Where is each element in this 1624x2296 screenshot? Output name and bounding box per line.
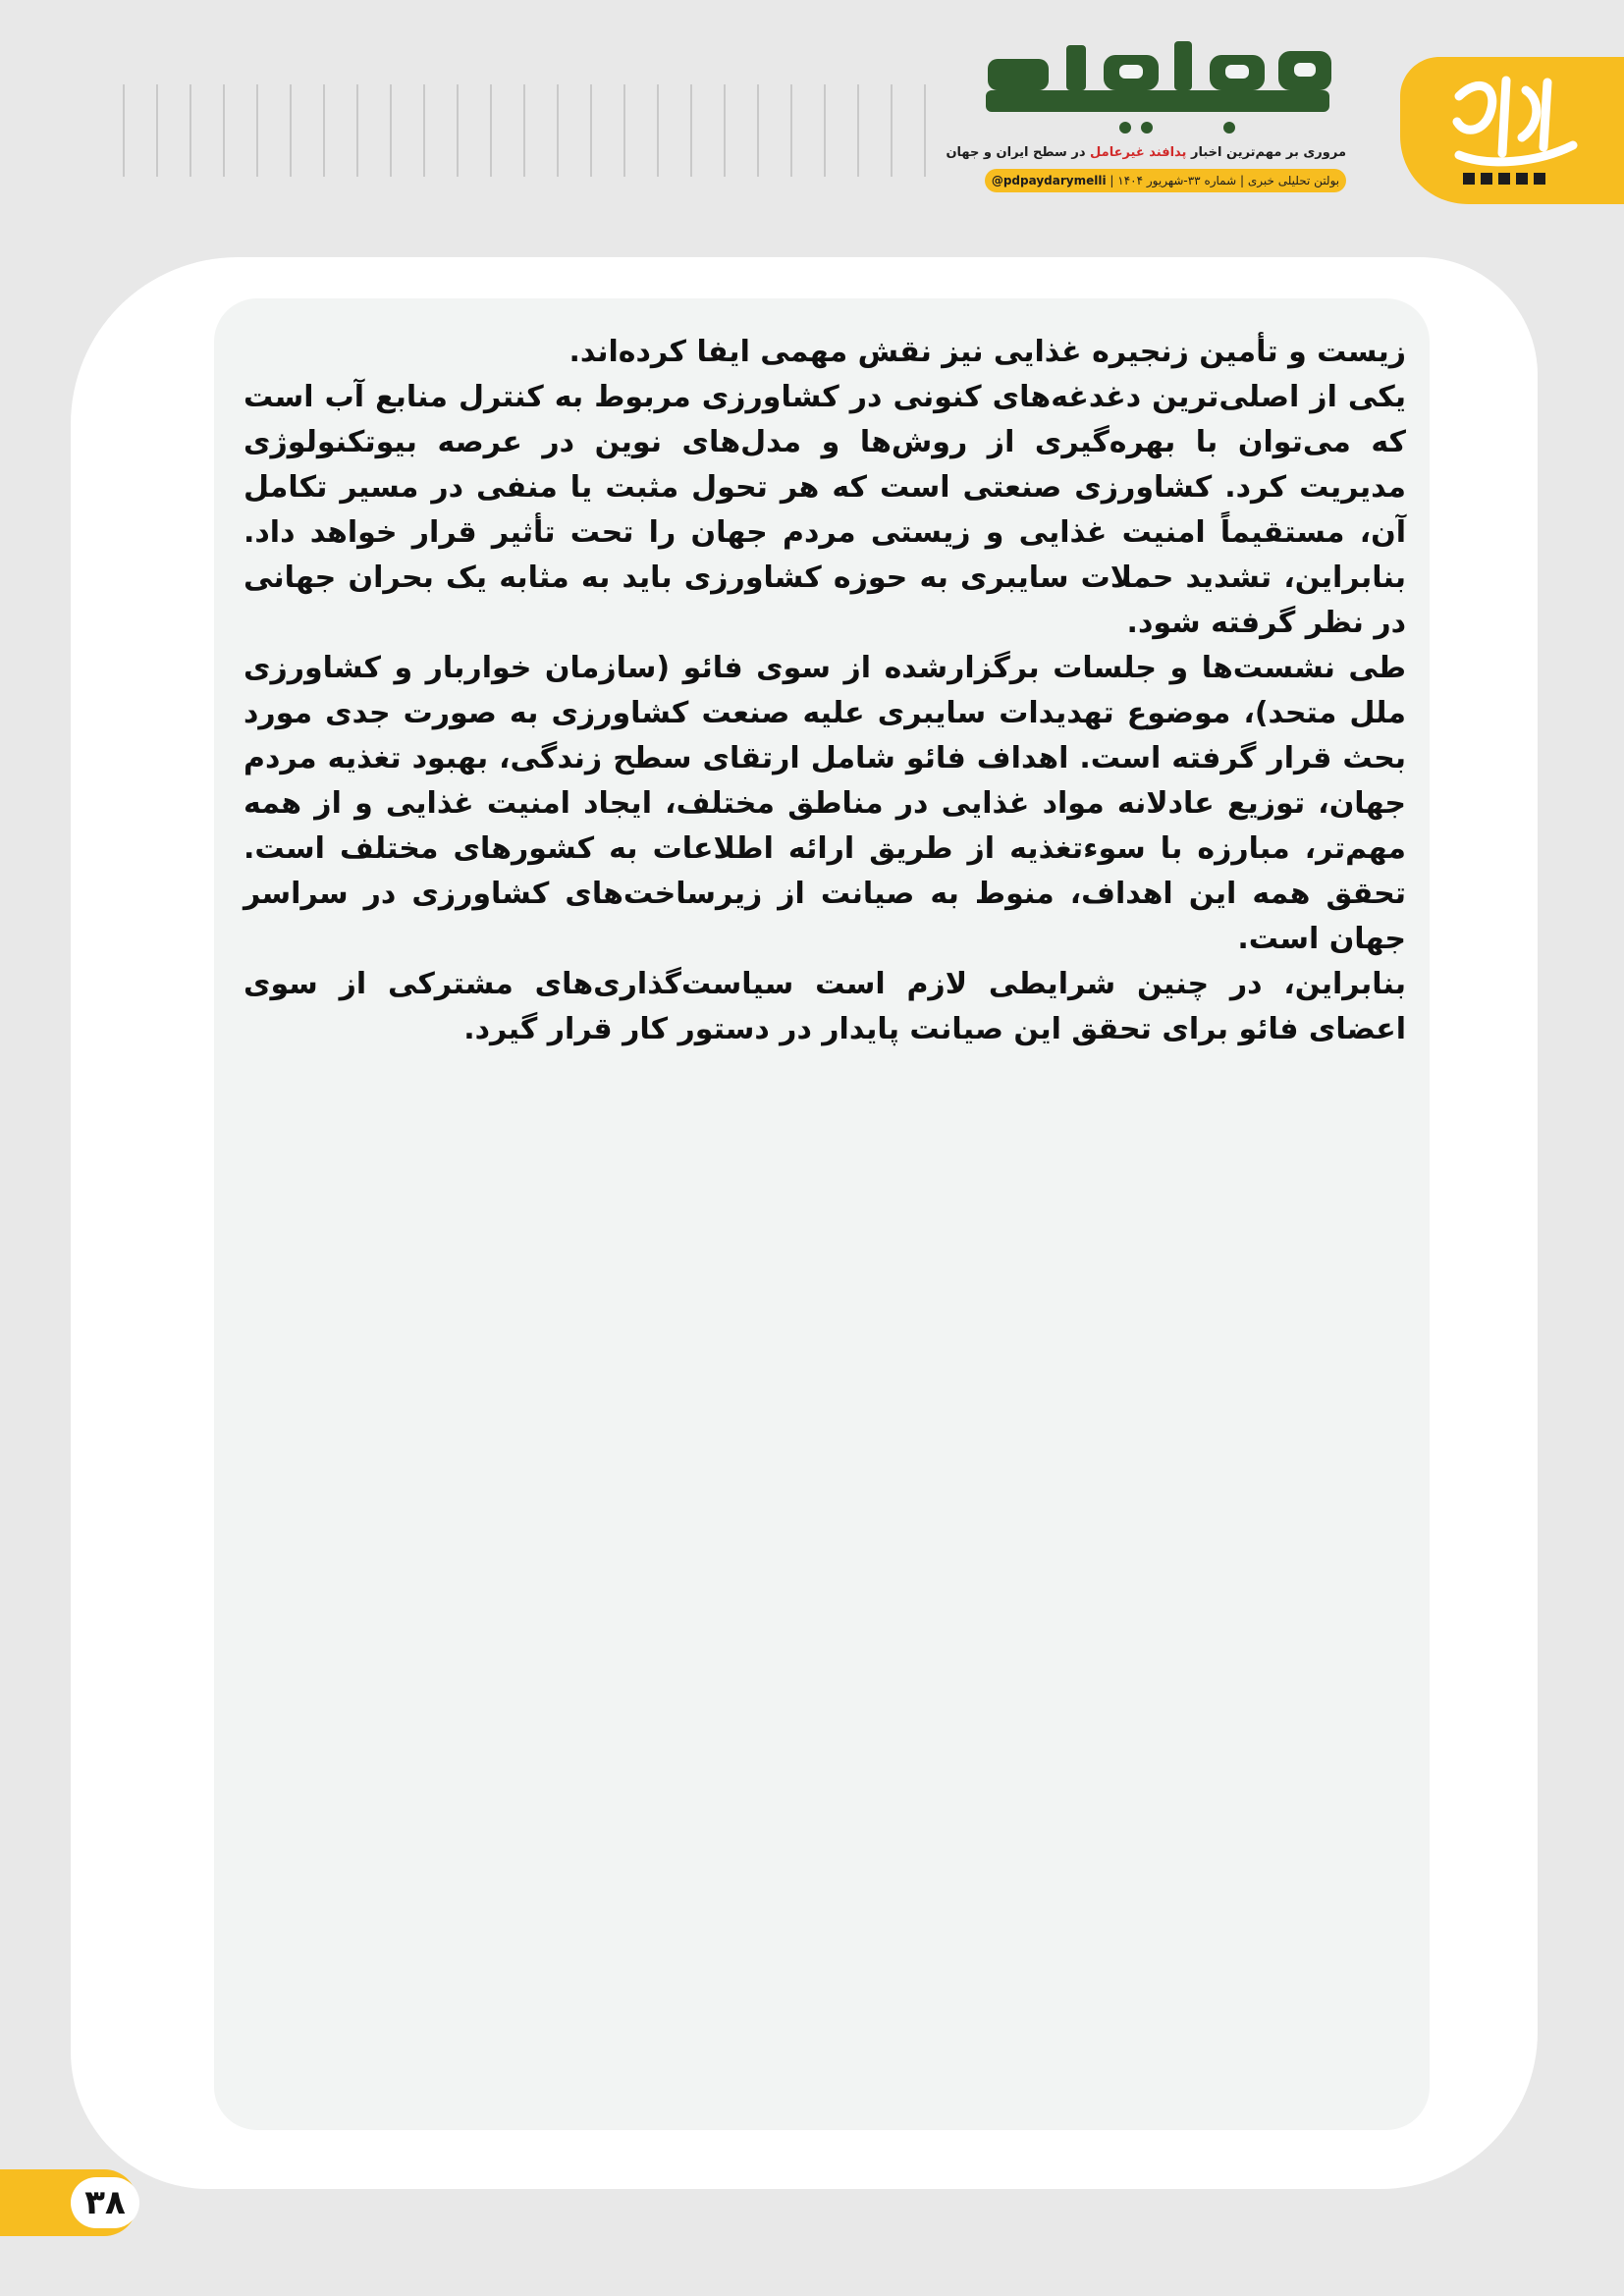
tagline-end: در سطح ایران و جهان	[946, 145, 1086, 160]
article-paragraph: زیست و تأمین زنجیره غذایی نیز نقش مهمی ایفا کرده‌اند.	[568, 335, 1406, 369]
masthead-logo	[978, 29, 1346, 137]
tagline-start: مروری بر مهم‌ترین اخبار	[1190, 145, 1346, 160]
article-paragraph: یکی از اصلی‌ترین دغدغه‌های کنونی در کشاورزی مربوط به کنترل منابع آب است که می‌توان با بهره‌گیری از روش‌ها و مدل‌های نوین در عرصه بیوتکنولوژی مدیریت کرد. کشاورزی صنعتی است که هر تحول مثبت یا منفی در مسیر تکامل آن، مستقیماً امنیت غذایی و زیستی مردم جهان را تحت تأثیر قرار خواهد داد. بنابراین، تشدید حملات سایبری به حوزه کشاورزی باید به مثابه یک بحران جهانی در نظر گرفته شود.	[244, 380, 1406, 640]
brand-logo-corner	[1400, 57, 1624, 204]
masthead-tagline	[946, 145, 1346, 160]
decorative-stripes	[118, 84, 943, 177]
page-number: ۳۸	[71, 2177, 139, 2228]
masthead	[946, 29, 1346, 206]
article-paragraph: بنابراین، در چنین شرایطی لازم است سیاست‌گذاری‌های مشترکی از سوی اعضای فائو برای تحقق این صیانت پایدار در دستور کار قرار گیرد.	[244, 967, 1406, 1046]
issue-info-pill	[985, 169, 1346, 192]
issue-info: بولتن تحلیلی خبری | شماره ۳۳-شهریور ۱۴۰۴ |	[1110, 174, 1340, 187]
tagline-highlight: پدافند غیرعامل	[1090, 145, 1187, 160]
article-body	[244, 330, 1406, 1052]
social-handle: @pdpaydarymelli	[991, 174, 1107, 187]
page-header	[0, 0, 1624, 226]
article-paragraph: طی نشست‌ها و جلسات برگزارشده از سوی فائو (سازمان خواربار و کشاورزی ملل متحد)، موضوع تهدیدات سایبری علیه صنعت کشاورزی به صورت جدی مورد بحث قرار گرفته است. اهداف فائو شامل ارتقای سطح زندگی، بهبود تغذیه مردم جهان، توزیع عادلانه مواد غذایی در مناطق مختلف، ایجاد امنیت غذایی و از همه مهم‌تر، مبارزه با سوءتغذیه از طریق ارائه اطلاعات به کشورهای مختلف است. تحقق همه این اهداف، منوط به صیانت از زیرساخت‌های کشاورزی در سراسر جهان است.	[244, 651, 1406, 956]
